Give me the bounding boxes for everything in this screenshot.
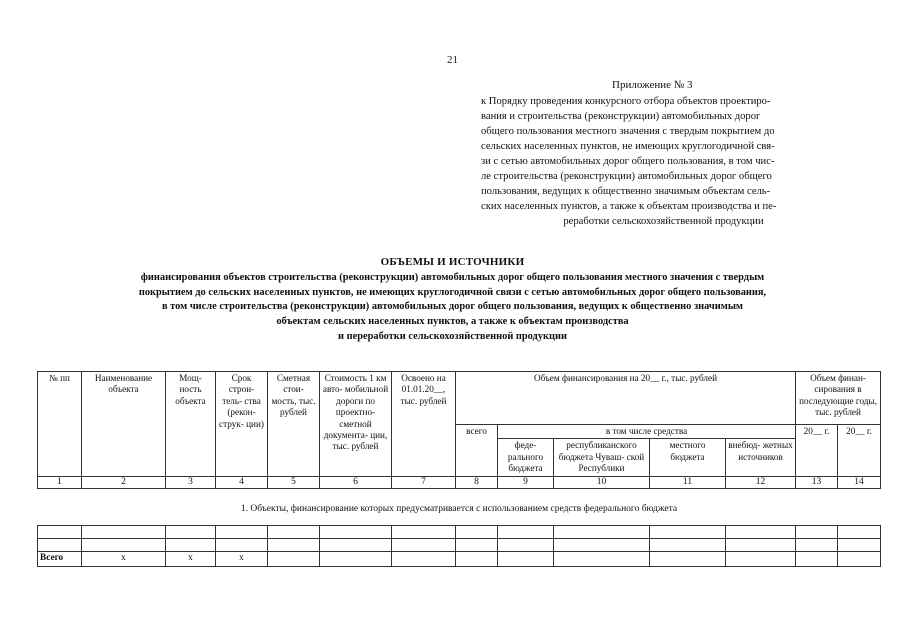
appendix-line: сельских населенных пунктов, не имеющих круглогодичной свя- [481,141,775,152]
appendix-title: Приложение № 3 [612,79,693,91]
appendix-line: к Порядку проведения конкурсного отбора объектов проектиро- [481,96,771,107]
header-estimate: Сметная стои- мость, тыс. рублей [268,372,320,477]
header-federal: феде- рального бюджета [498,439,554,476]
column-number: 4 [216,476,268,488]
header-spent: Освоено на 01.01.20__, тыс. рублей [392,372,456,477]
header-name: Наименование объекта [82,372,166,477]
table-row [38,539,881,552]
subtitle-line: финансирования объектов строительства (реконструкции) автомобильных дорог общего пользования местного значения с твердым [140,272,765,283]
header-including: в том числе средства [498,425,796,439]
subtitle-line: объектам сельских населенных пунктов, а также к объектам производства [276,316,629,328]
section-title: 1. Объекты, финансирование которых предусматривается с использованием средств федерального бюджета [38,489,881,526]
financing-table [37,371,881,567]
column-number: 14 [838,476,881,488]
total-cell: х [216,552,268,566]
header-num: № пп [38,372,82,477]
header-capacity: Мощ- ность объекта [166,372,216,477]
column-number: 6 [320,476,392,488]
column-number: 9 [498,476,554,488]
page-number: 21 [447,54,458,66]
column-number: 10 [554,476,650,488]
column-number: 3 [166,476,216,488]
appendix-line: ле строительства (реконструкции) автомобильных дорог общего [481,171,772,182]
column-number: 12 [726,476,796,488]
column-number: 11 [650,476,726,488]
appendix-line: реработки сельскохозяйственной продукции [563,216,764,227]
appendix-line: общего пользования местного значения с твердым покрытием до [481,126,775,137]
header-total: всего [456,425,498,477]
subtitle-line: и переработки сельскохозяйственной продукции [338,330,567,342]
appendix-line: пользования, ведущих к общественно значимым объектам сель- [481,186,771,197]
appendix-line: вания и строительства (реконструкции) автомобильных дорог [481,111,761,122]
total-label: Всего [38,552,82,566]
header-year-2: 20__ г. [838,425,881,477]
header-year-1: 20__ г. [796,425,838,477]
document-subtitle [40,271,865,345]
header-term: Срок строи- тель- ства (рекон- струк- ции) [216,372,268,477]
header-republic: республиканского бюджета Чуваш- ской Республики [554,439,650,476]
column-number: 7 [392,476,456,488]
column-number: 13 [796,476,838,488]
header-financing-next: Объем финан- сирования в последующие годы, тыс. рублей [796,372,881,425]
appendix-body [481,94,846,229]
table-row [38,526,881,539]
document-title: ОБЪЕМЫ И ИСТОЧНИКИ [380,256,525,268]
appendix-line: зи с сетью автомобильных дорог общего пользования, в том чис- [481,156,775,167]
header-extra: внебюд- жетных источников [726,439,796,476]
column-number: 8 [456,476,498,488]
appendix-line: ских населенных пунктов, а также к объектам производства и пе- [481,201,777,212]
header-cost-per-km: Стоимость 1 км авто- мобильной дороги по проектно- сметной документа- ции, тыс. рублей [320,372,392,477]
column-number: 1 [38,476,82,488]
header-local: местного бюджета [650,439,726,476]
total-cell: х [166,552,216,566]
column-number: 5 [268,476,320,488]
column-number: 2 [82,476,166,488]
column-numbers-row [38,476,881,488]
header-financing: Объем финансирования на 20__ г., тыс. рублей [456,372,796,425]
total-row [38,552,881,566]
subtitle-line: в том числе строительства (реконструкции) автомобильных дорог общего пользования, ведущих к общественно значимым [161,301,744,313]
total-cell: х [82,552,166,566]
subtitle-line: покрытием до сельских населенных пунктов, не имеющих круглогодичной связи с сетью автомобильных дорог общего пользования, [138,286,767,298]
